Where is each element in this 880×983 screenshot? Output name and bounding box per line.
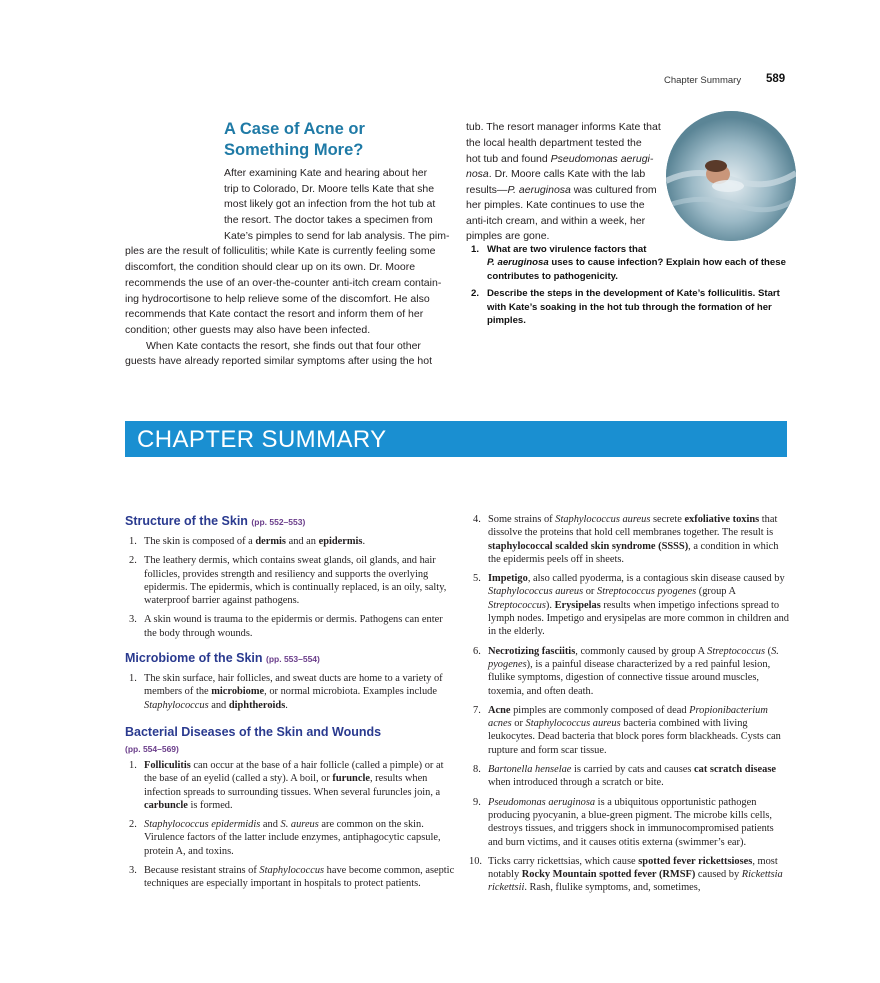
list-item: 6. Necrotizing fasciitis, commonly caused by group A Streptococcus (S. pyogenes), is a painful disease characterized by a red painful lesion, flulike symptoms, digestion of connective tissue around muscles, toxemia, and often death. [473,645,779,697]
case-line: nosa. Dr. Moore calls Kate with the lab [466,168,646,180]
case-line: ples are the result of folliculitis; while Kate is currently feeling some [125,245,436,257]
case-line: discomfort, the condition should clear up on its own. Dr. Moore [125,261,416,273]
list-item: 2. The leathery dermis, which contains sweat glands, oil glands, and hair follicles, provides strength and resiliency and supports the overlying epidermis. The epidermis, which is continually replaced, is an oily, salty, waterproof barrier against pathogens. [129,555,447,607]
chapter-summary-banner [125,421,787,457]
case-line: condition; other guests may also have been infected. [125,324,371,336]
case-question-1 [471,243,791,283]
case-line: ing hydrocortisone to help relieve some of the discomfort. He also [125,293,430,305]
list-item: 1. The skin is composed of a dermis and an epidermis. [129,536,366,547]
list-item: 2. Staphylococcus epidermidis and S. aureus are common on the skin. Virulence factors of the latter include enzymes, antiphagocytic capsule, protein A, and toxins. [129,819,441,857]
section-pages: (pp. 553–554) [266,654,320,665]
case-title-line-1: A Case of Acne or [224,120,365,138]
case-line: the resort. The doctor takes a specimen from [224,214,433,226]
case-line: When Kate contacts the resort, she finds out that four other [146,340,421,352]
case-questions [471,243,791,331]
section-title: Structure of the Skin [125,514,248,528]
case-line: her pimples. Kate continues to use the [466,199,645,211]
list-item: 3. A skin wound is trauma to the epidermis or dermis. Pathogens can enter the body through wounds. [129,614,443,639]
section-pages: (pp. 552–553) [251,517,306,527]
case-line: pimples are gone. [466,230,550,242]
list-item: 4. Some strains of Staphylococcus aureus secrete exfoliative toxins that dissolve the proteins that hold cell membranes together. The result is staphylococcal scalded skin syndrome (SSSS), a condition in which the epidermis peels off in sheets. [473,514,779,565]
case-line: recommends the use of an over-the-counter anti-itch cream contain- [125,277,442,289]
hot-tub-photo [666,111,796,241]
list-item: 1. Folliculitis can occur at the base of a hair follicle (called a pimple) or at the base of an eyelid (called a sty). A boil, or furuncle, results when infection spreads to surrounding tissues. When several furuncles join, a carbuncle is formed. [129,759,444,811]
case-line: hot tub and found Pseudomonas aerugi- [466,153,654,165]
list-item: 8. Bartonella henselae is carried by cats and causes cat scratch disease when introduced through a scratch or bite. [473,764,776,789]
case-title-line-2: Something More? [224,141,364,159]
case-line: recommends that Kate contact the resort and inform them of her [125,308,424,320]
case-line: most likely got an infection from the hot tub at [224,198,436,210]
case-title [224,119,454,161]
case-line: trip to Colorado, Dr. Moore tells Kate that she [224,183,435,195]
question-species: P. aeruginosa [487,257,549,269]
question-number: 1. [471,244,480,255]
summary-right-column [469,513,789,901]
list-item: 10. Ticks carry rickettsias, which cause spotted fever rickettsioses, most notably Rocky Mountain spotted fever (RMSF) caused by Rickettsia rickettsii. Rash, flulike symptoms, and, sometimes, [469,855,783,894]
section-heading-bacterial [125,724,455,757]
summary-left-column [125,513,455,897]
case-line: the local health department tested the [466,137,642,149]
question-text: uses to cause infection? Explain how each of these contributes to pathogenicity. [487,257,786,282]
case-question-2 [471,287,791,327]
section-heading-microbiome [125,650,455,667]
banner-title: CHAPTER SUMMARY [137,426,387,453]
list-item: 3. Because resistant strains of Staphylococcus have become common, aseptic techniques are especially important in hospitals to protect patients. [129,865,455,890]
case-line: tub. The resort manager informs Kate that [466,121,661,133]
list-item: 7. Acne pimples are commonly composed of dead Propionibacterium acnes or Staphylococcus aureus bacteria combined with living leukocytes. Dead bacteria that block pores form blackheads. Cysts can rupture and form scar tissue. [473,704,781,756]
list-item: 5. Impetigo, also called pyoderma, is a contagious skin disease caused by Staphylococcus aureus or Streptococcus pyogenes (group A Streptococcus). Erysipelas results when impetigo infections spread to lymph nodes. Impetigo and erysipelas are more common in children and in the elderly. [473,573,789,638]
list-item: 1. The skin surface, hair follicles, and sweat ducts are home to a variety of members of the microbiome, or normal microbiota. Examples include Staphylococcus and diphtheroids. [129,673,443,711]
section-pages: (pp. 554–569) [125,743,179,754]
case-line: anti-itch cream, and within a week, her [466,215,646,227]
running-title: Chapter Summary [664,75,742,86]
page-number: 589 [766,73,786,85]
section-heading-structure [125,513,455,530]
case-line: Kate’s pimples to send for lab analysis. The pim- [224,230,450,242]
question-text: Describe the steps in the development of Kate’s folliculitis. Start with Kate’s soaking in the hot tub through the formation of her pimples. [487,288,780,327]
section-title: Bacterial Diseases of the Skin and Wounds [125,724,382,739]
list-item: 9. Pseudomonas aeruginosa is a ubiquitous opportunistic pathogen producing pyocyanin, a blue-green pigment. The microbe kills cells, destroys tissues, and triggers shock in immunocompromised patients and burn victims, and it causes otitis externa (swimmer’s ear). [473,796,774,848]
case-line: results—P. aeruginosa was cultured from [466,184,657,196]
case-line: guests have already reported similar symptoms after using the hot [125,355,432,367]
section-title: Microbiome of the Skin [125,651,263,666]
question-text: What are two virulence factors that [487,244,647,255]
question-number: 2. [471,288,480,300]
case-line: After examining Kate and hearing about her [224,167,428,179]
hot-tub-photo-art [666,111,796,241]
